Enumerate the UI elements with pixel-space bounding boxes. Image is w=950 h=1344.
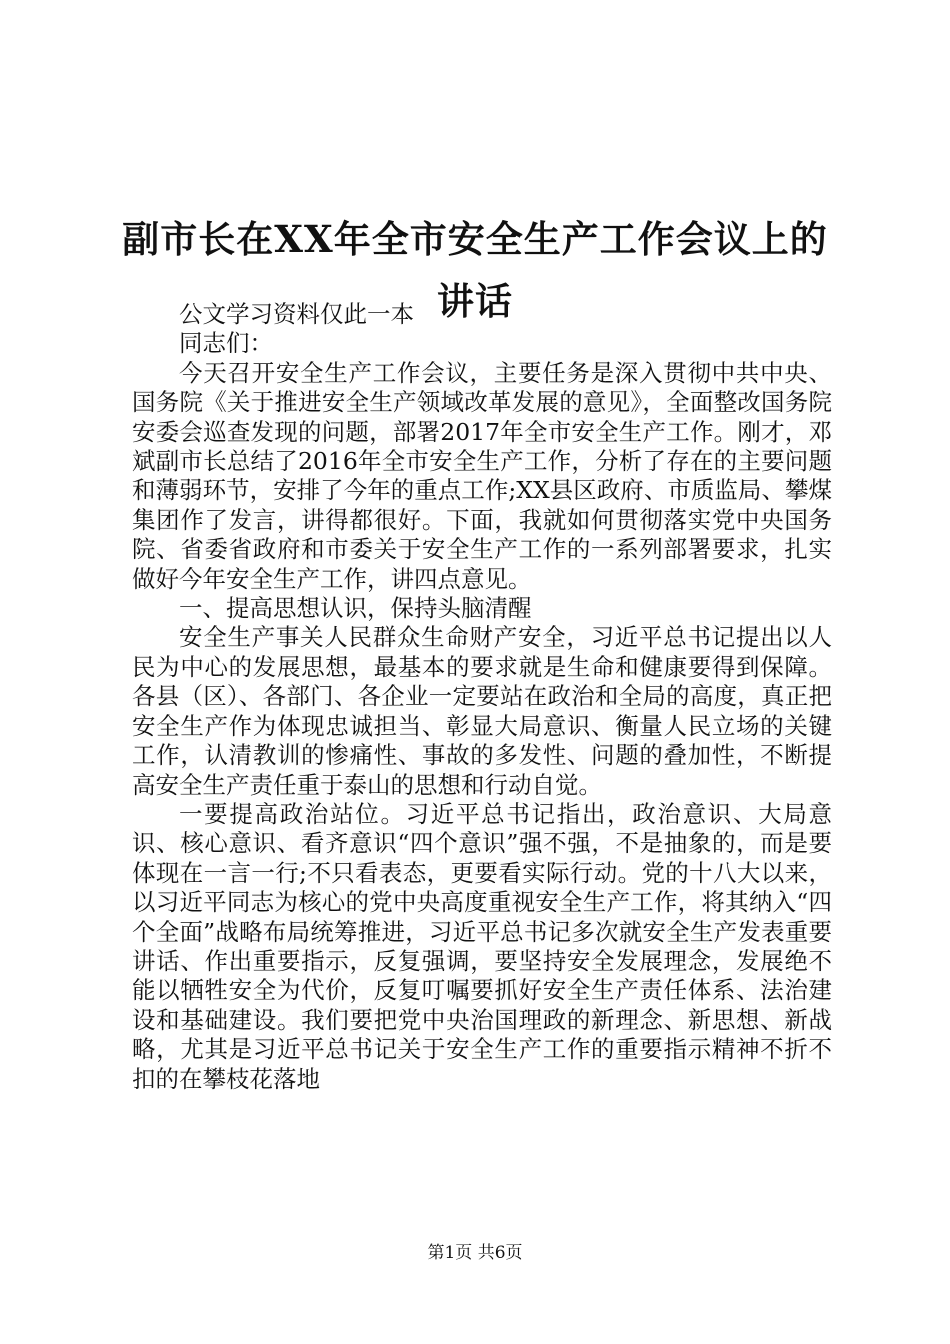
paragraph-note: 公文学习资料仅此一本 [179, 300, 414, 328]
page-footer: 第1页 共6页 [427, 1243, 523, 1263]
paragraph-body: 安全生产事关人民群众生命财产安全，习近平总书记提出以人民为中心的发展思想，最基本的要求就是生命和健康要得到保障。各县（区）、各部门、各企业一定要站在政治和全局的高度，真正把安全生产作为体现忠诚担当、彰显大局意识、衡量人民立场的关键工作，认清教训的惨痛性、事故的多发性、问题的叠加性，不断提高安全生产责任重于泰山的思想和行动自觉。 [132, 623, 832, 799]
document-body [132, 300, 832, 1094]
paragraph-salutation: 同志们： [179, 329, 273, 358]
section-heading: 一、提高思想认识，保持头脑清醒 [179, 594, 532, 623]
paragraph-body: 一要提高政治站位。习近平总书记指出，政治意识、大局意识、核心意识、看齐意识“四个意识”强不强，不是抽象的，而是要体现在一言一行;不只看表态，更要看实际行动。党的十八大以来，以习近平同志为核心的党中央高度重视安全生产工作，将其纳入“四个全面”战略布局统筹推进，习近平总书记多次就安全生产发表重要讲话、作出重要指示，反复强调，要坚持安全发展理念，发展绝不能以牺牲安全为代价，反复叮嘱要抓好安全生产责任体系、法治建设和基础建设。我们要把党中央治国理政的新理念、新思想、新战略，尤其是习近平总书记关于安全生产工作的重要指示精神不折不扣的在攀枝花落地 [132, 799, 832, 1093]
paragraph-intro: 今天召开安全生产工作会议，主要任务是深入贯彻中共中央、国务院《关于推进安全生产领域改革发展的意见》，全面整改国务院安委会巡查发现的问题，部署2017年全市安全生产工作。刚才，邓斌副市长总结了2016年全市安全生产工作，分析了存在的主要问题和薄弱环节，安排了今年的重点工作;XX县区政府、市质监局、攀煤集团作了发言，讲得都很好。下面，我就如何贯彻落实党中央国务院、省委省政府和市委关于安全生产工作的一系列部署要求，扎实做好今年安全生产工作，讲四点意见。 [132, 358, 832, 593]
document-title: 副市长在XX年全市安全生产工作会议上的讲话 [122, 216, 828, 323]
